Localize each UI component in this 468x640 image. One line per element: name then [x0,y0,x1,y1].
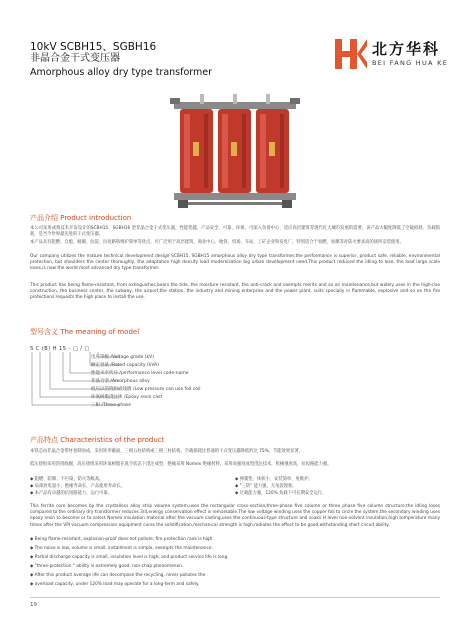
company-logo [334,38,449,76]
footer-divider [30,597,440,598]
model-label-performance: 性能水平代号 /performance level code-name [91,371,189,376]
page-subtitle-cn: 非晶合金干式变压器 [30,53,120,64]
model-label-three-phase: 三相 /Three-phase [91,403,132,408]
model-label-amorphous: 非晶合金 /Amorphous alloy [91,379,150,384]
feature-bullet-cn: ◆ 弹簧垫，体积小，安装简单、免维护。 [235,477,313,482]
features-paragraph-cn-2: 低压绕组采用箔绕线圈，高压绕组采用环氧树脂在真空状态下浇注成型，绝缘采用 Nomex 绝缘材料，采用高强度成型浇注技术，机械强度高，抗短路能力强。 [30,462,332,467]
section-title-characteristics: 产品特点 Characteristics of the product [30,436,165,444]
feature-bullet-en: ◆ Partial discharge capacity is small, insulation level is high, and product service life is long. [30,555,229,560]
features-paragraph-cn-1: 本铁芯由非晶合金带材卷制而成，采用矩形截面，三相五柱结构或三相三柱结构，空载损耗比普通的干式变压器降低约达 75%，节能效果显著。 [30,449,304,454]
feature-bullet-cn: ◆ 局部放电量小，绝缘寿命长，产品使用寿命长。 [30,484,125,489]
features-paragraph-en-1: This ferrite core becomes by the crystalless alloy strip volume system,uses the rectangular cross-section,three-phase five column or three phase five column structure,the idling loses compared to the ordinary dry transformer reduces 3/4,energy conservation effect is remarkable.The low voltage winding uses the copper foil to circle the system,the secondary winding uses epoxy resin to become or to select Nomex insulation material after the vacuum casting,uses the continuous-type structure and soaks H level non-solvent insulation,high temperature many times after the VPI vacuum compression equipment cures the solidification,mechanical strength is high,radiates the effect to be good,withstanding short circuit ability. [30,504,440,528]
model-label-capacity: 额定容量 /Rated capacity (kVA) [91,363,159,368]
feature-bullet-cn: ◆ 本产品有卓越的抗短路能力，运行可靠。 [30,491,113,496]
logo-name-en: BEI FANG HUA KE [372,59,449,67]
feature-bullet-cn: ◆ "三防" 能力强，无龟裂现象。 [235,484,297,489]
feature-bullet-en: ◆ Being flame-resistant, explosion-proof does not pollute, fire protection rank is high. [30,537,214,542]
hk-logo-mark-icon [334,38,368,70]
feature-bullet-en: ◆ overload capacity, under 120% load may operate for a long-term and safely. [30,582,200,587]
model-label-voltage: 电压等级 /Voltage grade (kV) [91,355,154,360]
feature-bullet-en: ◆ After this product average life can decompose the recycling, never pollutes the [30,573,206,578]
section-title-introduction: 产品介绍 Product introduction [30,214,132,222]
feature-bullet-cn: ◆ 过载能力强，120% 负载下可长期安全运行。 [235,491,327,496]
feature-bullet-cn: ◆ 阻燃、防爆、不污染、防火等级高。 [30,477,104,482]
logo-name-cn: 北方华科 [372,40,441,58]
model-code: S C (B) H 15 - □ / □ [30,346,90,352]
page-subtitle-en: Amorphous alloy dry type transformer [30,67,213,78]
section-title-model: 型号含义 The meaning of model [30,328,140,336]
feature-bullet-en: ◆ The noise is low, volume is small, installment is simple, exempts the maintenance. [30,546,213,551]
model-label-foil-coil: 低压以箔绕组或线圈 /Low pressure can use foil coil [91,387,201,392]
page-number: 19 [30,602,37,608]
transformer-product-image [160,92,310,210]
intro-paragraph-cn-1: 本公司采用成熟技术开发设计的SCBH15、SGBH16 型非晶合金干式变压器，性能优越，产品安全、可靠、环保，可深入负荷中心，适应高层建筑等现代化大城市发展的需要。该产品大幅度降低了空载损耗、负载损耗，是当今世界最先进的干式变压器。 [30,226,440,238]
intro-paragraph-cn-2: 本产品具有阻燃、自熄、耐潮、抗裂、抗短路和维护简单等优点，可广泛用于高层建筑、商业中心、地铁、机场、车站、工矿企业和发电厂，特别适合于易燃、易爆等对防火要求高的场所安装使用。 [30,240,404,245]
page-title: 10kV SCBH15、SGBH16 [30,41,157,53]
intro-paragraph-en-1: Our company utilizes the mature technical development design SCBH15, SGBH15 amorphous alloy dry type transformer,the performance is superior, product safe, reliable, environmental protection, but shoulders the center thoroughly, the adaptation high density load modernization big urban development need.This product reduced the idling to lose, the load large scale loses,is now the world most advanced dry type transformer. [30,254,440,272]
intro-paragraph-en-2: This product has being flame-resistant, from extinguishes,bears the tide, the moisture resistant, the anti-crack and exempts merits and so on maintenance,but widely uses in the high-rise construction, the business center, the subway, the airport,the station, the industry and mining enterprise and the power plant, suits specially in flammable, explosive and so on the fire protections requests the high place to install the use. [30,283,440,301]
feature-bullet-en: ◆ "three-protection " ability is extremely good, non-chap phenomenon. [30,564,184,569]
model-label-epoxy: 环氧树脂浇注体 /Epoxy resin cast [91,395,163,400]
